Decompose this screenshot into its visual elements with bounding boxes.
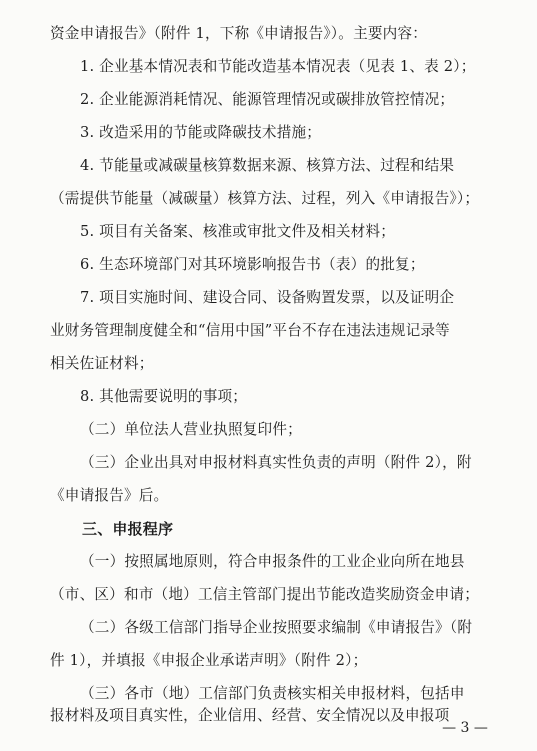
- list-item-8: 8. 其他需要说明的事项；: [80, 388, 248, 405]
- list-item-6: 6. 生态环境部门对其环境影响报告书（表）的批复；: [80, 256, 425, 273]
- section-item-3-continued: 《申请报告》后。: [50, 487, 169, 504]
- section-heading: 三、申报程序: [82, 520, 174, 538]
- text-line-1: 资金申请报告》（附件 1，下称《申请报告》）。主要内容：: [50, 25, 428, 42]
- procedure-item-1: （一）按照属地原则，符合申报条件的工业企业向所在地县: [80, 553, 465, 570]
- list-item-4: 4. 节能量或减碳量核算数据来源、核算方法、过程和结果: [80, 157, 455, 174]
- procedure-item-2-continued: 件 1），并填报《申报企业承诺声明》（附件 2）；: [50, 652, 368, 669]
- procedure-item-3: （三）各市（地）工信部门负责核实相关申报材料，包括申: [80, 685, 465, 702]
- procedure-item-3-continued: 报材料及项目真实性，企业信用、经营、安全情况以及申报项: [50, 707, 450, 724]
- list-item-7-end: 相关佐证材料；: [50, 355, 154, 372]
- procedure-item-1-continued: （市、区）和市（地）工信主管部门提出节能改造奖励资金申请；: [50, 586, 480, 603]
- section-item-3: （三）企业出具对申报材料真实性负责的声明（附件 2），附: [80, 454, 472, 471]
- procedure-item-2: （二）各级工信部门指导企业按照要求编制《申请报告》（附: [80, 619, 473, 636]
- page-number: — 3 —: [442, 720, 488, 736]
- list-item-2: 2. 企业能源消耗情况、能源管理情况或碳排放管控情况；: [80, 91, 455, 108]
- list-item-4-continued: （需提供节能量（减碳量）核算方法、过程，列入《申请报告》）；: [50, 190, 480, 207]
- list-item-5: 5. 项目有关备案、核准或审批文件及相关材料；: [80, 223, 396, 240]
- list-item-7: 7. 项目实施时间、建设合同、设备购置发票，以及证明企: [80, 289, 455, 306]
- list-item-3: 3. 改造采用的节能或降碳技术措施；: [80, 124, 322, 141]
- section-item-2: （二）单位法人营业执照复印件；: [80, 421, 302, 438]
- list-item-1: 1. 企业基本情况表和节能改造基本情况表（见表 1、表 2）；: [80, 58, 476, 75]
- list-item-7-continued: 业财务管理制度健全和“信用中国”平台不存在违法违规记录等: [50, 322, 450, 339]
